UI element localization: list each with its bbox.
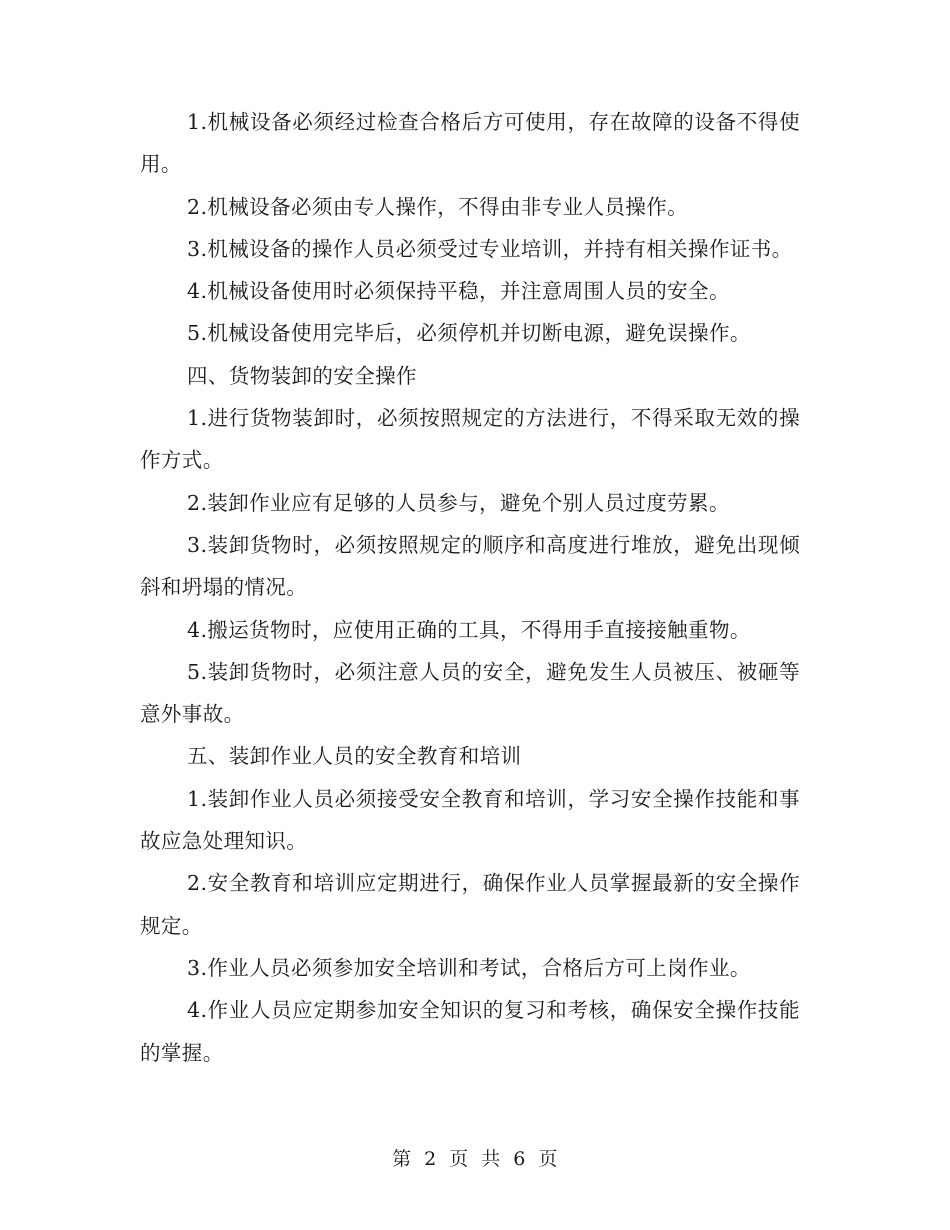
paragraph-training-1: 1.装卸作业人员必须接受安全教育和培训，学习安全操作技能和事故应急处理知识。 — [140, 786, 800, 854]
paragraph-machinery-2: 2.机械设备必须由专人操作，不得由非专业人员操作。 — [187, 194, 689, 219]
section-heading-training: 五、装卸作业人员的安全教育和培训 — [187, 744, 522, 769]
document-body — [140, 101, 800, 1074]
paragraph-cargo-5: 5.装卸货物时，必须注意人员的安全，避免发生人员被压、被砸等意外事故。 — [140, 659, 800, 727]
paragraph-cargo-3: 3.装卸货物时，必须按照规定的顺序和高度进行堆放，避免出现倾斜和坍塌的情况。 — [140, 532, 800, 600]
paragraph-machinery-5: 5.机械设备使用完毕后，必须停机并切断电源，避免误操作。 — [187, 321, 751, 346]
paragraph-cargo-1: 1.进行货物装卸时，必须按照规定的方法进行，不得采取无效的操作方式。 — [140, 406, 800, 473]
paragraph-machinery-4: 4.机械设备使用时必须保持平稳，并注意周围人员的安全。 — [187, 279, 730, 304]
paragraph-machinery-1: 1.机械设备必须经过检查合格后方可使用，存在故障的设备不得使用。 — [140, 110, 800, 177]
page-number-footer: 第 2 页 共 6 页 — [392, 1148, 558, 1170]
paragraph-machinery-3: 3.机械设备的操作人员必须受过专业培训，并持有相关操作证书。 — [187, 236, 793, 261]
section-heading-cargo-handling: 四、货物装卸的安全操作 — [187, 363, 417, 388]
paragraph-training-4: 4.作业人员应定期参加安全知识的复习和考核，确保安全操作技能的掌握。 — [140, 998, 800, 1065]
paragraph-cargo-4: 4.搬运货物时，应使用正确的工具，不得用手直接接触重物。 — [187, 617, 751, 642]
paragraph-training-2: 2.安全教育和培训应定期进行，确保作业人员掌握最新的安全操作规定。 — [140, 871, 800, 938]
paragraph-training-3: 3.作业人员必须参加安全培训和考试，合格后方可上岗作业。 — [187, 955, 751, 980]
paragraph-cargo-2: 2.装卸作业应有足够的人员参与，避免个别人员过度劳累。 — [187, 490, 730, 515]
